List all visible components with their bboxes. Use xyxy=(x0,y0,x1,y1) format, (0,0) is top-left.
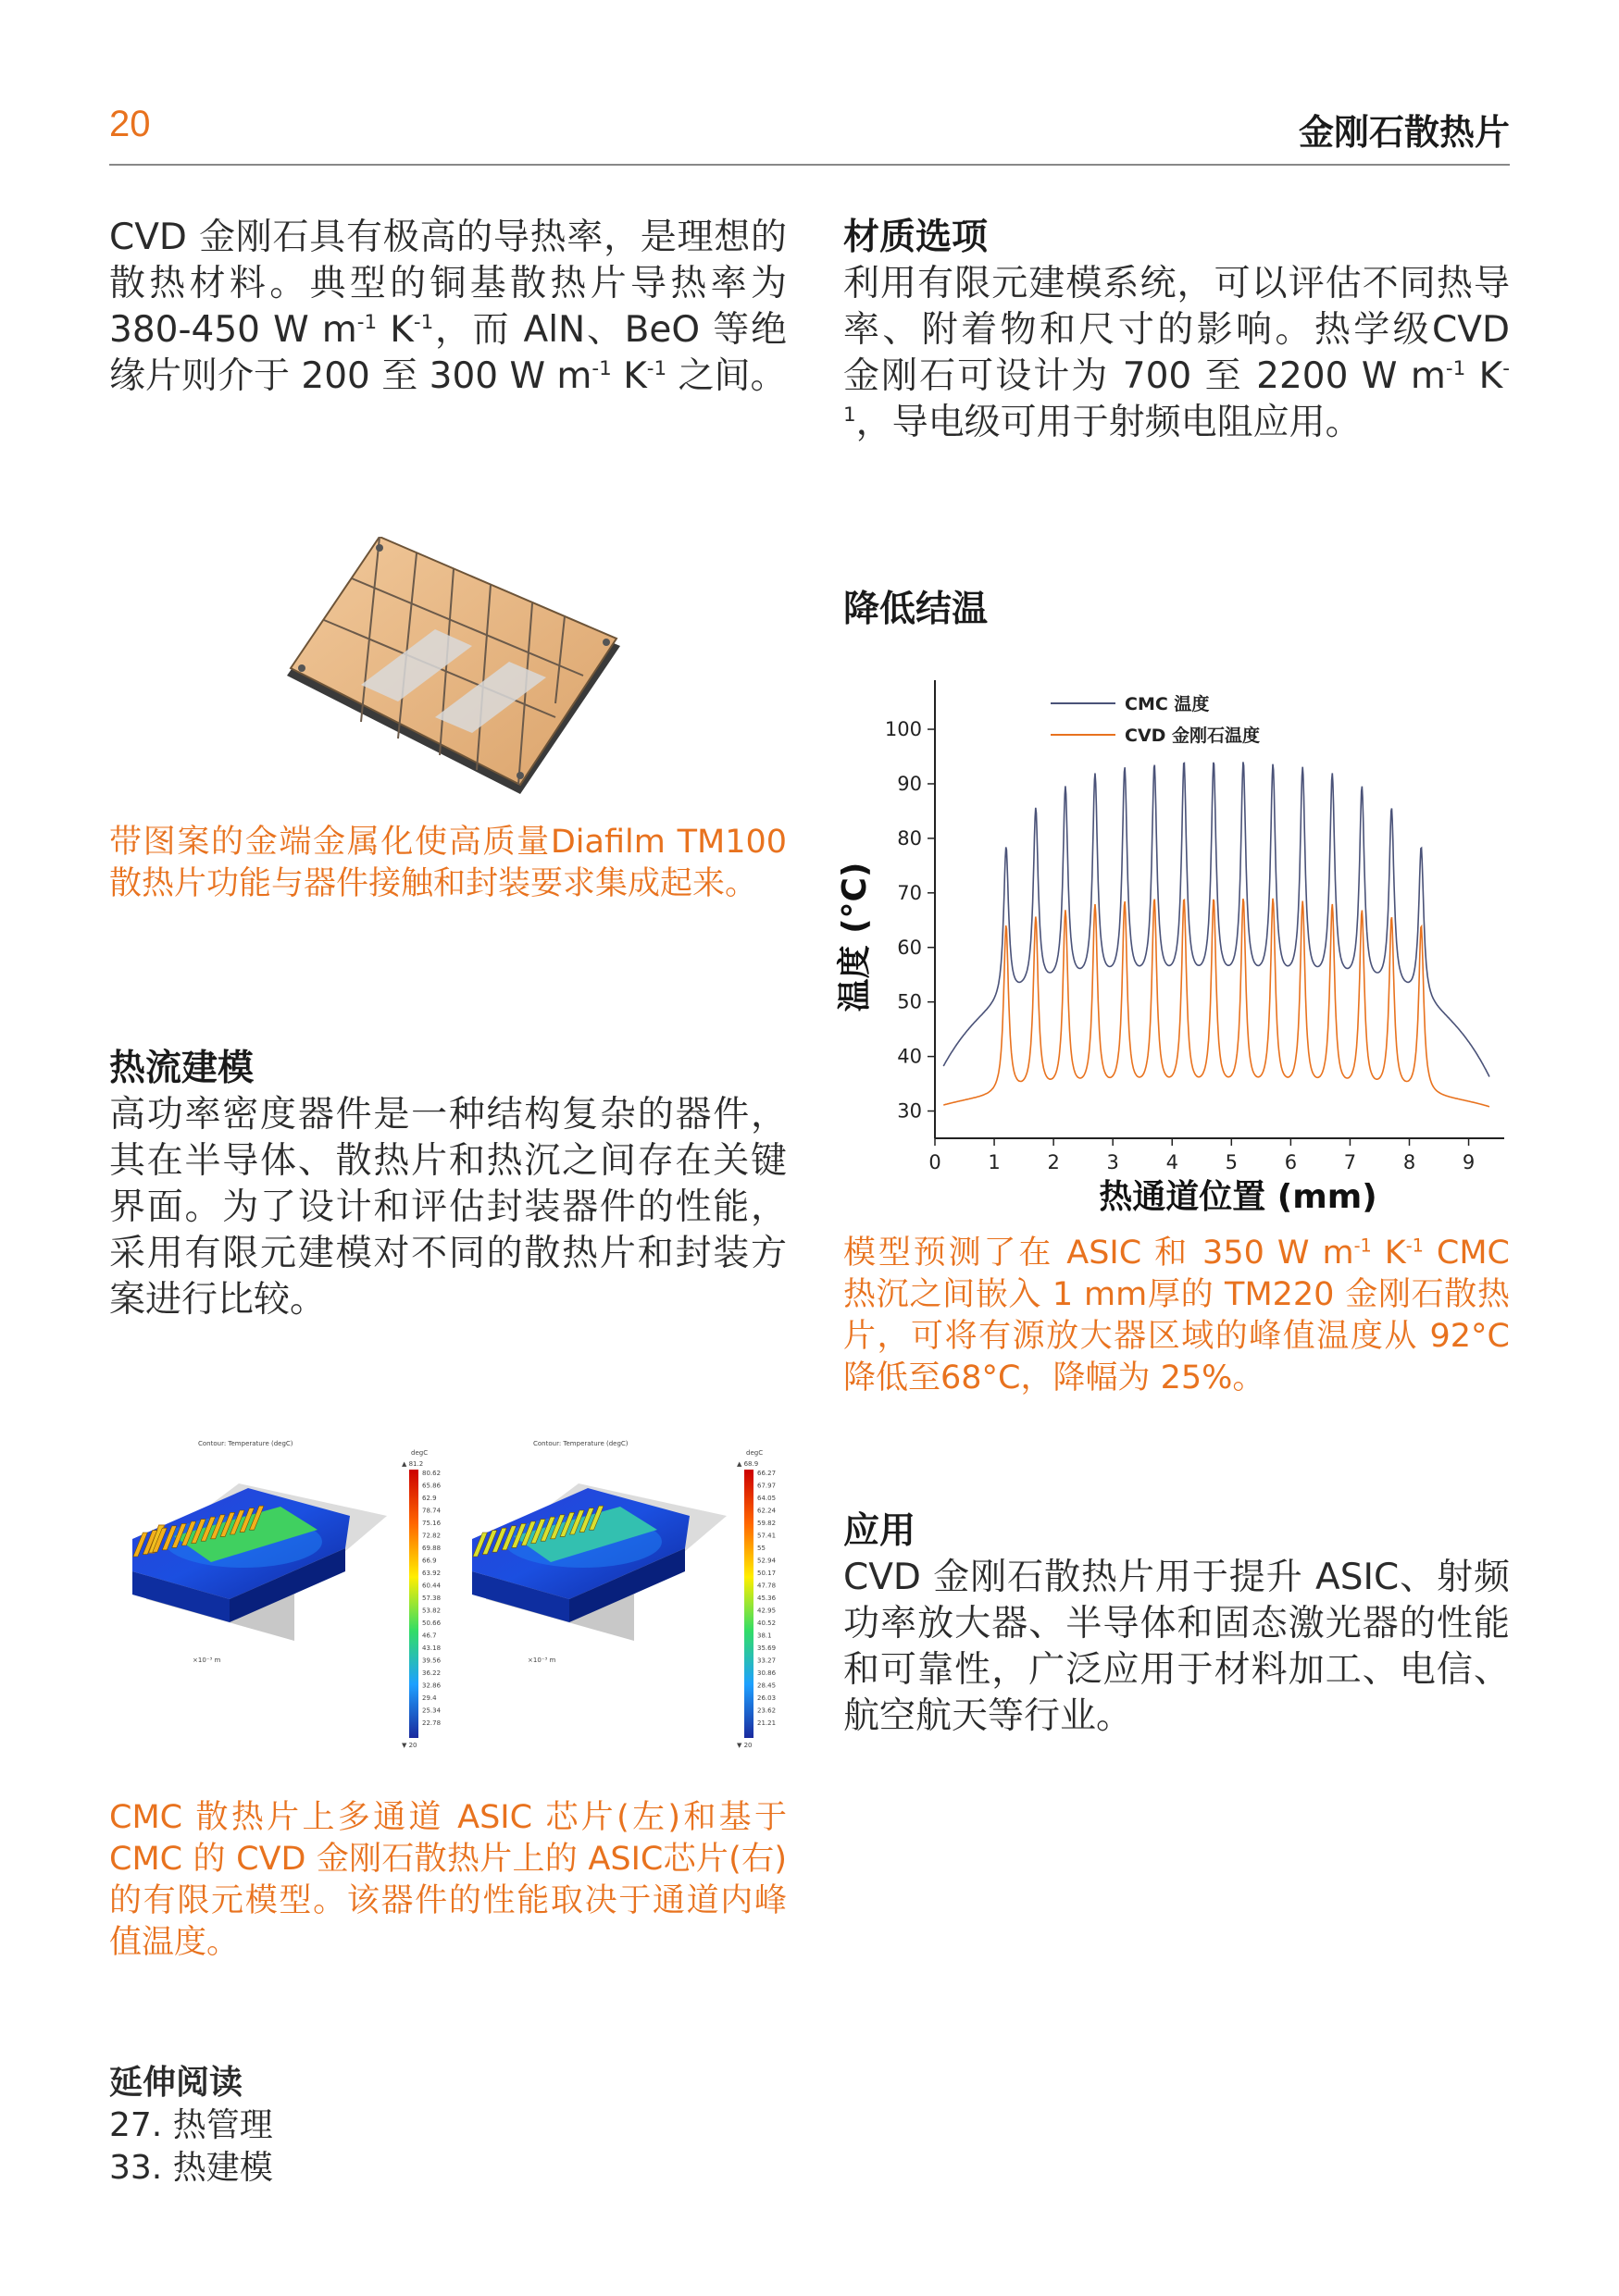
fea-tick-label: 36.22 xyxy=(422,1669,442,1677)
fea-max: ▲ 68.9 xyxy=(737,1460,759,1468)
application-title: 应用 xyxy=(843,1510,916,1552)
y-tick-label: 70 xyxy=(897,881,922,904)
fea-panel-title: Contour: Temperature (degC) xyxy=(533,1440,629,1447)
intro-paragraph: CVD 金刚石具有极高的导热率，是理想的散热材料。典型的铜基散热片导热率为 380-450 W $m^{-1}$ $K^{-1}$，而 AlN、BeO 等绝缘片则介于 200 至 300 W $m^{-1}$ $K^{-1}$ 之间。 xyxy=(109,217,787,397)
fea-tick-label: 40.52 xyxy=(757,1620,777,1627)
y-tick-label: 30 xyxy=(897,1099,922,1123)
y-tick-label: 80 xyxy=(897,826,922,850)
fea-tick-label: 38.1 xyxy=(757,1632,772,1640)
y-axis-label: 温度 (°C) xyxy=(836,862,874,1012)
fea-tick-label: 62.24 xyxy=(757,1507,777,1515)
fea-unit: degC xyxy=(746,1449,764,1457)
application-paragraph: CVD 金刚石散热片用于提升 ASIC、射频功率放大器、半导体和固态激光器的性能和可靠性，广泛应用于材料加工、电信、航空航天等行业。 xyxy=(843,1557,1510,1737)
y-tick-label: 50 xyxy=(897,990,922,1013)
caption-heat-spreader: 带图案的金端金属化使高质量Diafilm TM100散热片功能与器件接触和封装要求集成起来。 xyxy=(109,824,787,902)
fea-axis-label: ×10⁻³ m xyxy=(193,1657,221,1664)
x-tick-label: 1 xyxy=(988,1151,1001,1173)
fea-tick-label: 64.05 xyxy=(757,1495,777,1502)
fea-tick-label: 66.27 xyxy=(757,1470,777,1477)
fea-tick-label: 69.88 xyxy=(422,1545,442,1552)
temperature-chart xyxy=(828,662,1513,1217)
fea-tick-label: 65.86 xyxy=(422,1482,442,1490)
colorbar-right xyxy=(744,1470,753,1738)
fea-min: ▼ 20 xyxy=(402,1742,417,1749)
fea-tick-label: 53.82 xyxy=(422,1607,442,1615)
fea-tick-label: 75.16 xyxy=(422,1520,442,1527)
fea-tick-label: 62.9 xyxy=(422,1495,437,1502)
fea-tick-label: 23.62 xyxy=(757,1706,777,1715)
fea-model-figure xyxy=(109,1433,794,1784)
x-tick-label: 0 xyxy=(928,1151,941,1173)
fea-tick-label: 78.74 xyxy=(422,1507,442,1515)
heat-flow-title: 热流建模 xyxy=(109,1048,255,1089)
fea-model-graphic xyxy=(109,1433,794,1784)
fea-tick-label: 66.9 xyxy=(422,1557,437,1565)
fea-tick-label: 35.69 xyxy=(757,1644,777,1652)
junction-temp-title: 降低结温 xyxy=(843,589,989,630)
fea-left-model xyxy=(132,1483,387,1641)
x-tick-label: 3 xyxy=(1106,1151,1119,1173)
y-tick-label: 100 xyxy=(884,718,922,741)
fea-tick-label: 22.78 xyxy=(422,1719,442,1727)
series-line-cvd-diamond xyxy=(943,899,1489,1107)
x-tick-label: 7 xyxy=(1343,1151,1357,1173)
fea-tick-label: 67.97 xyxy=(757,1482,777,1490)
header-rule xyxy=(109,164,1510,166)
fea-tick-label: 46.7 xyxy=(422,1632,437,1640)
materials-title: 材质选项 xyxy=(843,217,989,258)
fea-tick-label: 45.36 xyxy=(757,1595,777,1602)
fea-tick-label: 32.86 xyxy=(422,1682,442,1690)
fea-tick-label: 57.38 xyxy=(422,1595,442,1602)
fea-tick-label: 50.17 xyxy=(757,1570,777,1577)
x-tick-label: 4 xyxy=(1165,1151,1178,1173)
fea-tick-label: 55 xyxy=(757,1545,766,1552)
fea-tick-label: 72.82 xyxy=(422,1532,442,1540)
x-tick-label: 6 xyxy=(1284,1151,1298,1173)
x-tick-label: 5 xyxy=(1225,1151,1238,1173)
fea-panel-title: Contour: Temperature (degC) xyxy=(198,1440,293,1447)
y-tick-label: 90 xyxy=(897,772,922,795)
fea-min: ▼ 20 xyxy=(737,1742,753,1749)
fea-tick-label: 33.27 xyxy=(757,1657,777,1665)
x-tick-label: 2 xyxy=(1047,1151,1060,1173)
y-tick-label: 40 xyxy=(897,1045,922,1068)
fea-tick-label: 52.94 xyxy=(757,1557,777,1565)
further-reading-item-2[interactable]: 33. 热建模 xyxy=(109,2149,273,2187)
y-tick-label: 60 xyxy=(897,936,922,959)
fea-tick-label: 80.62 xyxy=(422,1470,442,1477)
series-line-cmc xyxy=(943,762,1489,1076)
x-tick-label: 9 xyxy=(1462,1151,1476,1173)
fea-tick-label: 29.4 xyxy=(422,1694,437,1702)
fea-tick-label: 43.18 xyxy=(422,1644,442,1652)
heat-spreader-photo xyxy=(287,537,620,805)
caption-chart: 模型预测了在 ASIC 和 350 W $m^{-1}$ $K^{-1}$ CMC 热沉之间嵌入 1 mm厚的 TM220 金刚石散热片，可将有源放大器区域的峰值温度从 92°C 降低至68°C，降幅为 25%。 xyxy=(843,1235,1510,1396)
fea-tick-label: 39.56 xyxy=(422,1657,442,1665)
fea-unit: degC xyxy=(411,1449,429,1457)
fea-tick-label: 63.92 xyxy=(422,1570,442,1577)
fea-right-model xyxy=(472,1483,727,1641)
fea-tick-label: 57.41 xyxy=(757,1532,777,1540)
materials-paragraph: 利用有限元建模系统，可以评估不同热导率、附着物和尺寸的影响。热学级CVD 金刚石可设计为 700 至 2200 W $m^{-1}$ $K^{-1}$，导电级可用于射频电阻应用。 xyxy=(843,263,1510,443)
further-reading-title: 延伸阅读 xyxy=(109,2064,243,2102)
fea-tick-label: 47.78 xyxy=(757,1582,777,1590)
fea-tick-label: 21.21 xyxy=(757,1719,777,1727)
further-reading-item-1[interactable]: 27. 热管理 xyxy=(109,2106,273,2144)
fea-tick-label: 28.45 xyxy=(757,1682,777,1690)
legend-label: CVD 金刚石温度 xyxy=(1125,726,1261,746)
fea-tick-label: 59.82 xyxy=(757,1520,777,1527)
fea-tick-label: 50.66 xyxy=(422,1620,442,1627)
fea-tick-label: 42.95 xyxy=(757,1607,777,1615)
running-title: 金刚石散热片 xyxy=(1298,112,1510,153)
caption-fea: CMC 散热片上多通道 ASIC 芯片(左)和基于CMC 的 CVD 金刚石散热片上的 ASIC芯片(右)的有限元模型。该器件的性能取决于通道内峰值温度。 xyxy=(109,1799,787,1961)
heat-flow-paragraph: 高功率密度器件是一种结构复杂的器件，其在半导体、散热片和热沉之间存在关键界面。为了设计和评估封装器件的性能，采用有限元建模对不同的散热片和封装方案进行比较。 xyxy=(109,1094,787,1321)
fea-tick-label: 26.03 xyxy=(757,1694,777,1702)
fea-tick-label: 30.86 xyxy=(757,1669,777,1677)
fea-max: ▲ 81.2 xyxy=(402,1460,424,1468)
fea-axis-label: ×10⁻³ m xyxy=(528,1657,556,1664)
x-tick-label: 8 xyxy=(1402,1151,1416,1173)
page-number: 20 xyxy=(109,104,151,144)
fea-tick-label: 60.44 xyxy=(422,1582,442,1590)
colorbar-left xyxy=(409,1470,418,1738)
fea-tick-label: 25.34 xyxy=(422,1706,442,1715)
x-axis-label: 热通道位置 (mm) xyxy=(1099,1178,1377,1216)
legend-label: CMC 温度 xyxy=(1125,694,1210,714)
